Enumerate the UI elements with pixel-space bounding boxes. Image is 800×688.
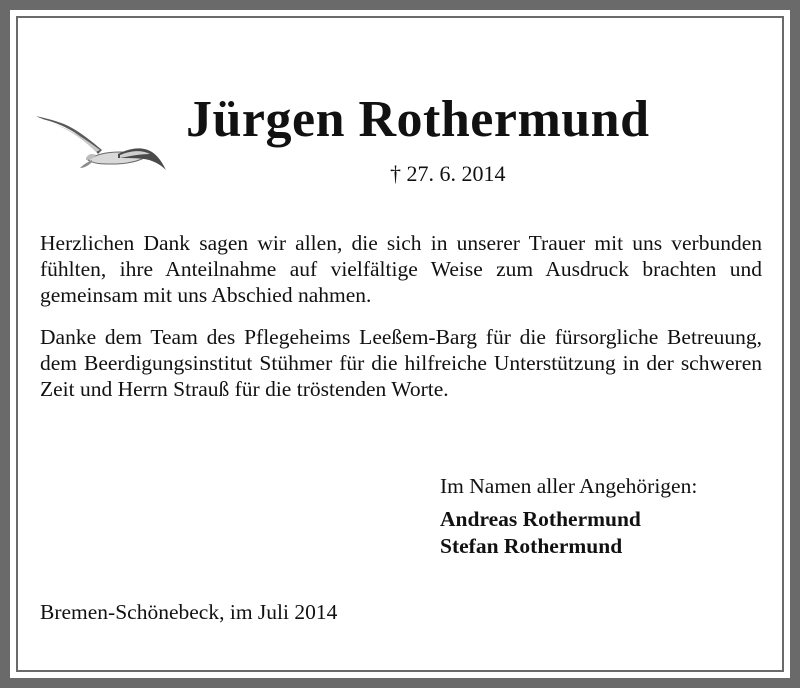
signer-name: Andreas Rothermund	[440, 507, 641, 531]
seagull-icon	[34, 108, 168, 180]
signers-list	[440, 506, 770, 560]
death-date: † 27. 6. 2014	[390, 161, 506, 186]
acknowledgement-paragraph: Danke dem Team des Pflegeheims Leeßem-Barg für die fürsorgliche Betreuung, dem Beerdigungsinstitut Stühmer für die hilfreiche Unterstützung in der schweren Zeit und Herrn Strauß für die tröstenden Worte.	[40, 325, 762, 402]
place-and-date: Bremen-Schönebeck, im Juli 2014	[40, 600, 338, 624]
deceased-name: Jürgen Rothermund	[186, 91, 650, 148]
signoff-line: Im Namen aller Angehörigen:	[440, 474, 698, 498]
thanks-paragraph: Herzlichen Dank sagen wir allen, die sich in unserer Trauer mit uns verbunden fühlten, ihre Anteilnahme auf vielfältige Weise zum Ausdruck brachten und gemeinsam mit uns Abschied nahmen.	[40, 231, 762, 308]
signer-name: Stefan Rothermund	[440, 534, 623, 558]
